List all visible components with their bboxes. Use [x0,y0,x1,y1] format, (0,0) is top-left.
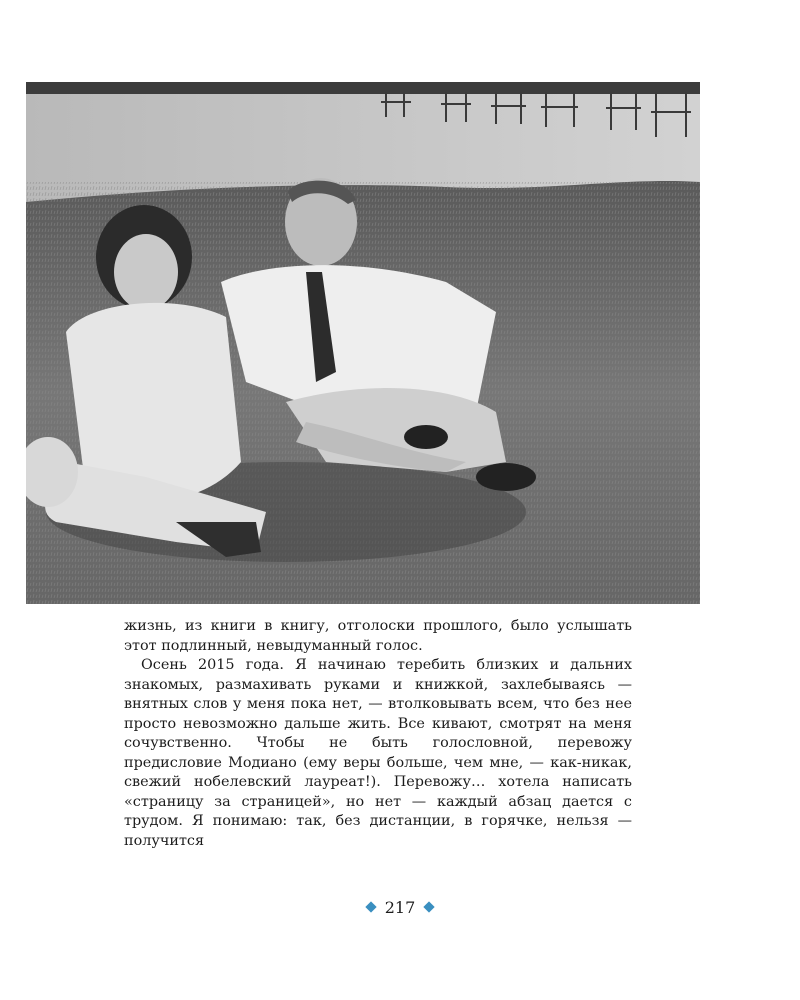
couple-photograph [26,82,700,604]
body-text [124,617,632,851]
diamond-right-icon [424,901,435,912]
paragraph-continued: жизнь, из книги в книгу, отголоски прошлого, было услышать этот подлинный, невыдуманный голос. [124,618,632,654]
page-folio [0,898,800,918]
paragraph-autumn-2015: Осень 2015 года. Я начинаю теребить близких и дальних знакомых, размахивать руками и книжкой, захлебываясь — внятных слов у меня пока нет, — втолковывать всем, что без нее просто невозможно дальше жить. Все кивают, смотрят на меня сочувственно. Чтобы не быть голословной, перевожу предисловие Модиано (ему веры больше, чем мне, — как-никак, свежий нобелевский лауреат!). Перевожу… хотела написать «страницу за страницей», но нет — каждый абзац дается с трудом. Я понимаю: так, без дистанции, в горячке, нельзя — получится [124,657,632,849]
page-number: 217 [384,898,416,917]
photo-illustration [26,82,700,604]
diamond-left-icon [365,901,376,912]
